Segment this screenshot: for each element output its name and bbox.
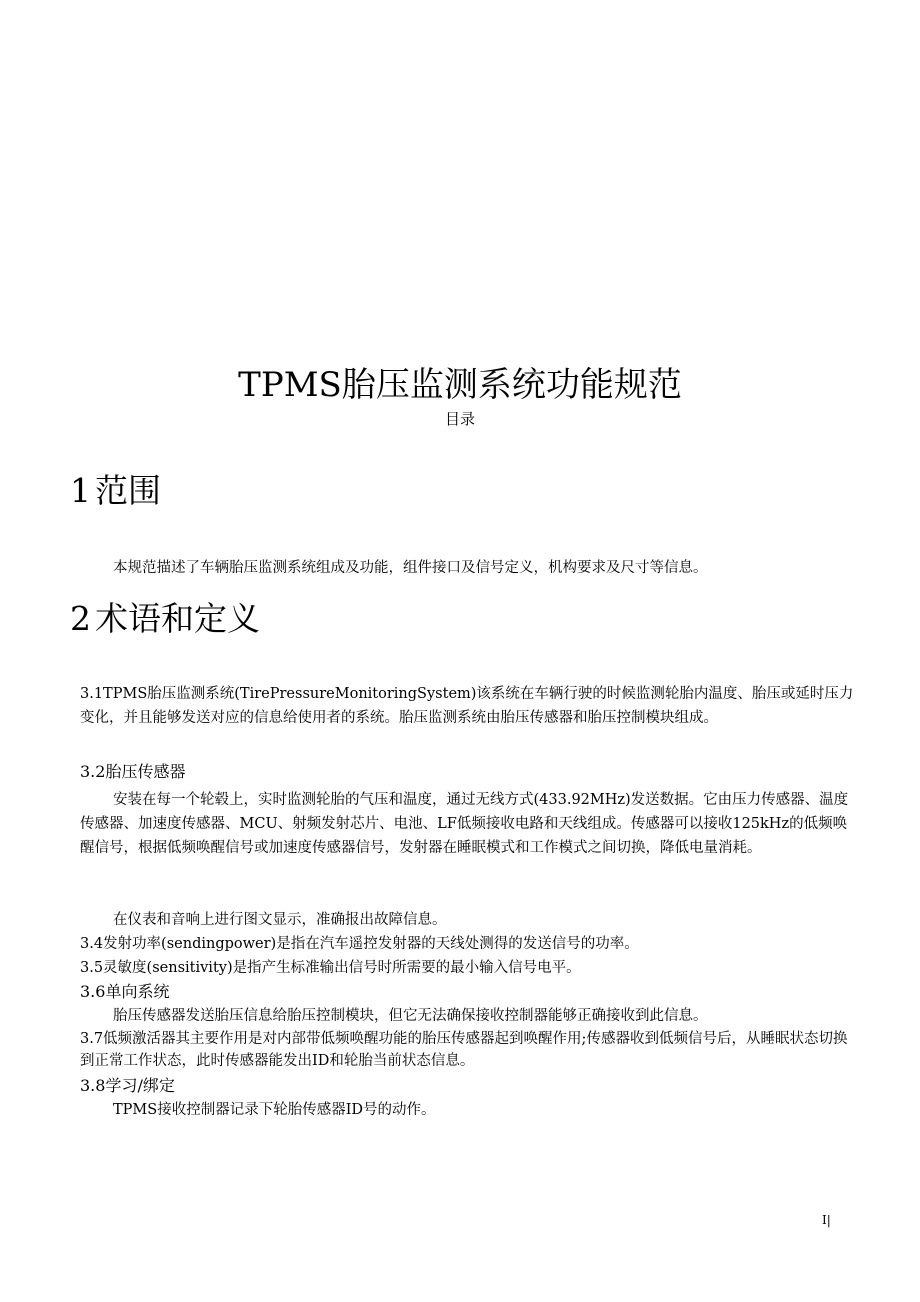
term-3-7: 3.7低频激活器其主要作用是对内部带低频唤醒功能的胎压传感器起到唤醒作用;传感器收到低频信号后，从睡眠状态切换到正常工作状态，此时传感器能发出ID和轮胎当前状态信息。 xyxy=(80,1031,848,1069)
document-title: TPMS胎压监测系统功能规范 xyxy=(238,365,682,405)
section-2-title: 术语和定义 xyxy=(95,599,260,638)
section-2-heading xyxy=(70,596,260,642)
term-3-3-body: 在仪表和音响上进行图文显示，准确报出故障信息。 xyxy=(113,912,447,928)
section-1-number: 1 xyxy=(70,471,91,510)
term-3-5: 3.5灵敏度(sensitivity)是指产生标准输出信号时所需要的最小输入信号电平。 xyxy=(80,960,581,976)
term-3-1: 3.1TPMS胎压监测系统(TirePressureMonitoringSystem)该系统在车辆行驶的时候监测轮胎内温度、胎压或延时压力变化，并且能够发送对应的信息给使用者的系统。胎压监测系统由胎压传感器和胎压控制模块组成。 xyxy=(80,686,854,726)
toc-label: 目录 xyxy=(444,410,475,428)
term-3-2-heading: 3.2胎压传感器 xyxy=(80,762,186,781)
term-3-6-body: 胎压传感器发送胎压信息给胎压控制模块，但它无法确保接收控制器能够正确接收到此信息。 xyxy=(113,1008,708,1024)
term-3-8-body: TPMS接收控制器记录下轮胎传感器ID号的动作。 xyxy=(113,1102,436,1118)
page-number: I| xyxy=(822,1213,831,1227)
term-3-2-body: 安装在每一个轮毂上，实时监测轮胎的气压和温度，通过无线方式(433.92MHz)发送数据。它由压力传感器、温度传感器、加速度传感器、MCU、射频发射芯片、电池、LF低频接收电路和天线组成。传感器可以接收125kHz的低频唤醒信号，根据低频唤醒信号或加速度传感器信号，发射器在睡眠模式和工作模式之间切换，降低电量消耗。 xyxy=(80,792,849,856)
section-1-heading xyxy=(70,468,161,514)
section-2-number: 2 xyxy=(70,599,91,638)
term-3-8-heading: 3.8学习/绑定 xyxy=(80,1076,175,1095)
term-3-6-heading: 3.6单向系统 xyxy=(80,982,170,1001)
term-3-4: 3.4发射功率(sendingpower)是指在汽车遥控发射器的天线处测得的发送信号的功率。 xyxy=(80,936,639,952)
section-1-title: 范围 xyxy=(95,471,161,510)
section-1-body: 本规范描述了车辆胎压监测系统组成及功能，组件接口及信号定义，机构要求及尺寸等信息。 xyxy=(113,560,708,576)
